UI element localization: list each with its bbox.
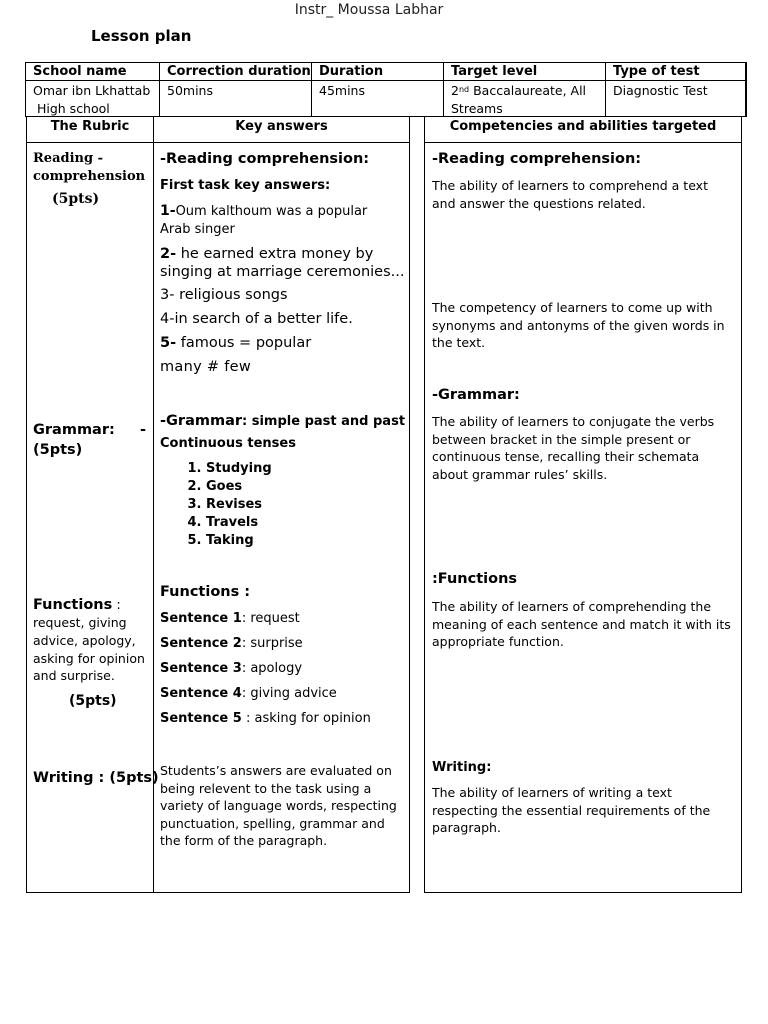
- rubric-writing: Writing : (5pts): [33, 770, 159, 786]
- comp-reading-text1: The ability of learners to comprehend a text and answer the questions related.: [432, 178, 708, 211]
- key-first-task: First task key answers:: [160, 178, 331, 193]
- comp-writing-title: Writing:: [432, 760, 492, 775]
- key-sentence-1: [160, 611, 300, 626]
- key-answers-heading: Key answers: [154, 117, 409, 143]
- duration-value: 45mins: [319, 83, 365, 98]
- key-answer-1-text: Oum kalthoum was a popular Arab singer: [160, 204, 368, 237]
- key-answer-1-num: 1-: [160, 203, 176, 219]
- grammar-answer-item: 5. Taking: [206, 532, 272, 550]
- key-sentence-5: [160, 711, 371, 726]
- key-answer-1: [160, 203, 400, 238]
- key-grammar-title: -Grammar: [160, 413, 243, 429]
- target-value: [451, 82, 586, 118]
- rubric-grammar-line1: Grammar: -: [33, 422, 147, 438]
- sentence-answer: : apology: [241, 661, 303, 676]
- key-answer-2-num: 2-: [160, 246, 177, 262]
- rubric-grammar: [33, 420, 146, 460]
- page-title: Lesson plan: [91, 27, 192, 45]
- header-divider: [26, 80, 746, 81]
- sentence-label: Sentence 1: [160, 611, 242, 626]
- grammar-answer-item: 3. Revises: [206, 496, 272, 514]
- key-answer-5-num: 5-: [160, 335, 177, 351]
- sentence-answer: : giving advice: [241, 686, 337, 701]
- target-value-line2: Streams: [451, 101, 503, 116]
- key-functions-title: Functions :: [160, 584, 251, 600]
- comp-reading-title: -Reading comprehension:: [432, 151, 642, 167]
- target-value-num: 2: [451, 83, 459, 98]
- sentence-answer: : surprise: [241, 636, 303, 651]
- grammar-answer-item: 1. Studying: [206, 460, 272, 478]
- school-value-line2: High school: [33, 101, 110, 116]
- comp-functions-text: The ability of learners of comprehending the meaning of each sentence and match it with its appropriate function.: [432, 599, 731, 649]
- key-answer-5-text: famous = popular: [176, 335, 312, 351]
- school-label: School name: [33, 64, 127, 79]
- rubric-reading: [33, 150, 145, 185]
- rubric-functions-label: Functions: [33, 597, 113, 613]
- key-answer-5: [160, 335, 311, 351]
- grammar-answer-item: 2. Goes: [206, 478, 272, 496]
- comp-writing-text: The ability of learners of writing a text respecting the essential requirements of the paragraph.: [432, 785, 711, 835]
- target-value-sup: nd: [458, 85, 470, 94]
- competencies-heading: Competencies and abilities targeted: [425, 117, 741, 143]
- target-cell: [444, 63, 606, 116]
- rubric-reading-line2: comprehension: [33, 168, 146, 184]
- correction-cell: [160, 63, 312, 116]
- rubric-functions-points: (5pts): [69, 693, 117, 709]
- target-label: Target level: [451, 64, 538, 79]
- key-sentence-3: [160, 661, 302, 676]
- sentence-answer: : asking for opinion: [241, 711, 371, 726]
- key-grammar-sub1: : simple past and past: [242, 414, 406, 429]
- rubric-grammar-line2: (5pts): [33, 442, 83, 458]
- test-cell: [606, 63, 746, 116]
- key-reading-title: -Reading comprehension:: [160, 151, 370, 167]
- test-value: Diagnostic Test: [613, 83, 708, 98]
- correction-value: 50mins: [167, 83, 213, 98]
- sentence-answer: : request: [241, 611, 300, 626]
- target-value-line1: Baccalaureate, All: [469, 83, 587, 98]
- competencies-column: [424, 116, 742, 893]
- instructor-name: Instr_ Moussa Labhar: [294, 2, 444, 18]
- rubric-functions-description: request, giving advice, apology, asking for opinion and surprise.: [33, 615, 145, 684]
- key-answer-4: 4-in search of a better life.: [160, 311, 353, 327]
- key-answer-2: [160, 246, 405, 281]
- key-grammar-heading: [160, 410, 405, 429]
- key-answer-2-line2: singing at marriage ceremonies...: [160, 263, 405, 280]
- info-table: [25, 62, 747, 117]
- comp-reading-text2: The competency of learners to come up with synonyms and antonyms of the given words in the text.: [432, 300, 725, 350]
- sentence-label: Sentence 4: [160, 686, 242, 701]
- key-sentence-2: [160, 636, 303, 651]
- comp-grammar-text: The ability of learners to conjugate the verbs between bracket in the simple present or continuous tense, recalling their schemata about grammar rules’ skills.: [432, 414, 715, 482]
- comp-functions-title: :Functions: [432, 571, 518, 587]
- comp-grammar-title: -Grammar:: [432, 387, 520, 403]
- school-value-line1: Omar ibn Lkhattab: [33, 83, 151, 98]
- key-answer-3: 3- religious songs: [160, 287, 288, 303]
- grammar-answer-item: 4. Travels: [206, 514, 272, 532]
- sentence-label: Sentence 5: [160, 711, 242, 726]
- rubric-reading-points: (5pts): [52, 191, 100, 207]
- rubric-heading: The Rubric: [27, 117, 153, 143]
- key-sentence-4: [160, 686, 337, 701]
- sentence-label: Sentence 2: [160, 636, 242, 651]
- duration-label: Duration: [319, 64, 384, 79]
- sentence-label: Sentence 3: [160, 661, 242, 676]
- key-answer-6: many # few: [160, 359, 252, 375]
- key-grammar-sub2: Continuous tenses: [160, 436, 296, 451]
- rubric-reading-line1: Reading -: [33, 151, 103, 166]
- correction-label: Correction duration: [167, 64, 311, 79]
- key-answers-column: [153, 116, 410, 893]
- key-answer-2-line1: he earned extra money by: [176, 246, 374, 262]
- rubric-column: [26, 116, 159, 893]
- duration-cell: [312, 63, 444, 116]
- rubric-functions: [33, 594, 121, 613]
- school-value: [33, 82, 150, 118]
- school-cell: [26, 63, 160, 116]
- rubric-functions-colon: :: [112, 598, 121, 613]
- test-label: Type of test: [613, 64, 700, 79]
- key-grammar-list: [160, 460, 272, 550]
- key-writing-text: Students’s answers are evaluated on being relevent to the task using a variety of language words, respecting punctuation, spelling, grammar and the form of the paragraph.: [160, 763, 397, 848]
